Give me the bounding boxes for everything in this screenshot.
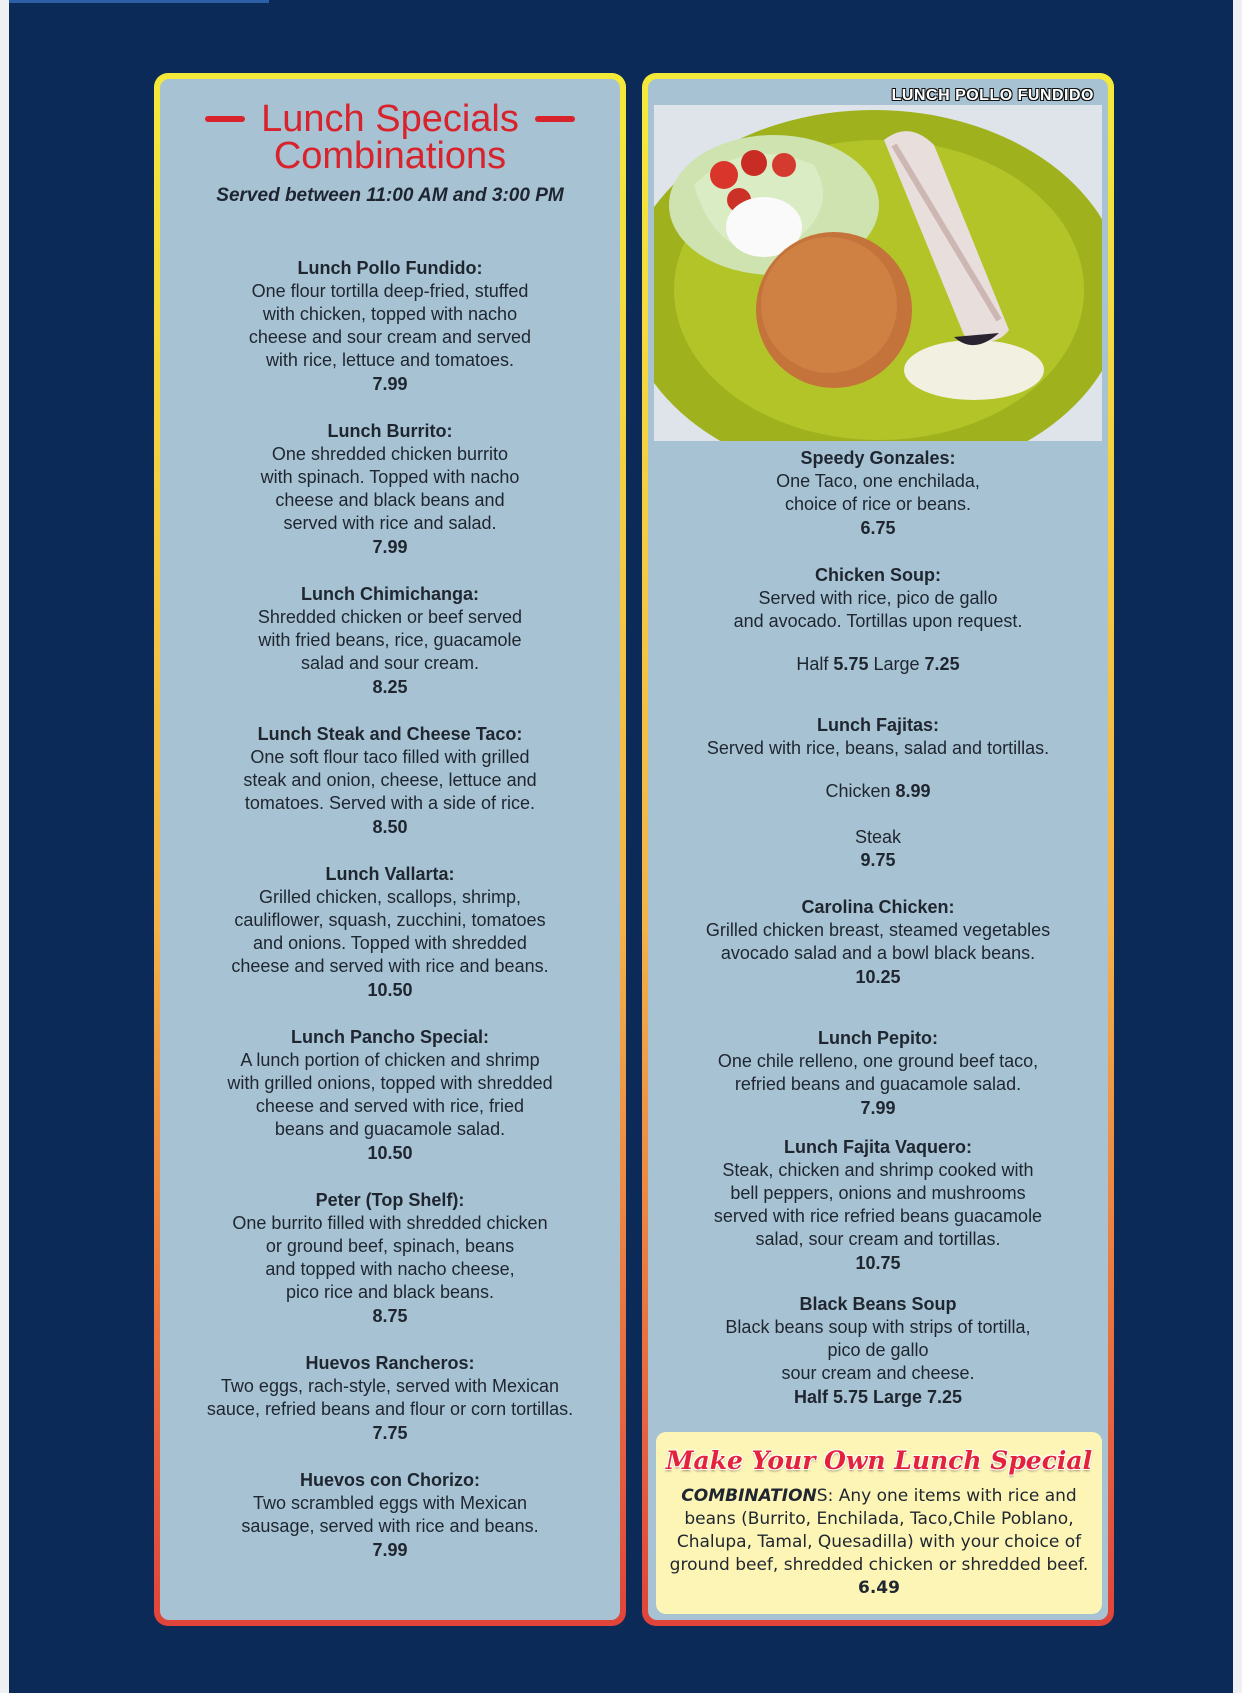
title-dash-left <box>205 116 245 122</box>
item-price: 7.99 <box>372 374 408 394</box>
fajita-steak-row <box>648 803 1108 872</box>
item-name: Huevos Rancheros: <box>305 1353 475 1373</box>
item-name: Speedy Gonzales: <box>800 448 956 468</box>
menu-item <box>160 1189 620 1328</box>
item-description: Steak, chicken and shrimp cooked with bell peppers, onions and mushrooms served with rice refried beans guacamole salad, sour cream and tortillas. <box>713 1160 1043 1249</box>
fajita-chicken-row <box>648 780 1108 803</box>
menu-item-fajita-vaquero <box>648 1136 1108 1275</box>
item-description: Shredded chicken or beef served with fried beans, rice, guacamole salad and sour cream. <box>257 607 523 673</box>
make-your-own-description <box>656 1485 1102 1600</box>
item-name: Black Beans Soup <box>799 1294 957 1314</box>
item-price: Half 5.75 Large 7.25 <box>793 1387 963 1407</box>
item-description: Served with rice, pico de gallo and avocado. Tortillas upon request. <box>733 588 1023 631</box>
item-name: Peter (Top Shelf): <box>315 1190 465 1210</box>
menu-item <box>160 420 620 559</box>
steak-label: Steak <box>854 827 902 847</box>
item-price: 7.99 <box>372 1540 408 1560</box>
item-description: Served with rice, beans, salad and tortillas. <box>706 738 1050 758</box>
item-name: Lunch Pepito: <box>818 1028 938 1048</box>
menu-item <box>160 1026 620 1165</box>
item-name: Lunch Vallarta: <box>325 864 455 884</box>
food-photo <box>654 105 1102 441</box>
item-price: 8.50 <box>372 817 408 837</box>
make-your-own-title: Make Your Own Lunch Special <box>665 1446 1093 1475</box>
item-price: 8.25 <box>372 677 408 697</box>
menu-item <box>160 1469 620 1562</box>
left-item-list <box>160 257 620 1562</box>
item-name: Chicken Soup: <box>814 565 941 585</box>
item-description: One Taco, one enchilada, choice of rice or beans. <box>776 471 980 514</box>
title-line-1 <box>160 98 620 140</box>
item-name: Lunch Fajitas: <box>816 715 939 735</box>
combinations-lead-suffix: S <box>816 1486 828 1506</box>
combinations-lead: COMBINATION <box>681 1486 817 1506</box>
menu-item <box>160 1352 620 1445</box>
item-price: 7.99 <box>372 537 408 557</box>
menu-item <box>160 723 620 839</box>
item-name: Carolina Chicken: <box>801 897 955 917</box>
combinations-text: : Any one items with rice and beans (Burrito, Enchilada, Taco,Chile Poblano, Chalupa, Tamal, Quesadilla) with your choice of ground beef, shredded chicken or shredded beef. <box>669 1486 1089 1575</box>
item-price: 10.50 <box>367 1143 413 1163</box>
right-menu-panel <box>642 73 1114 1626</box>
item-description: Grilled chicken, scallops, shrimp, cauliflower, squash, zucchini, tomatoes and onions. Topped with shredded cheese and served with rice and beans. <box>231 887 549 976</box>
page-left-edge <box>0 0 9 1693</box>
item-description: A lunch portion of chicken and shrimp with grilled onions, topped with shredded cheese and served with rice, fried beans and guacamole salad. <box>227 1050 553 1139</box>
soup-price-row <box>648 653 1108 676</box>
chicken-label: Chicken <box>825 781 891 801</box>
item-description: One shredded chicken burrito with spinach. Topped with nacho cheese and black beans and served with rice and salad. <box>260 444 520 533</box>
item-price: 7.99 <box>860 1098 896 1118</box>
menu-item-lunch-pepito <box>648 1027 1108 1120</box>
combinations-price: 6.49 <box>858 1578 900 1598</box>
item-price: 10.75 <box>855 1253 901 1273</box>
left-menu-panel <box>154 73 626 1626</box>
item-description: Two scrambled eggs with Mexican sausage, served with rice and beans. <box>241 1493 539 1536</box>
left-panel-content <box>160 79 620 1620</box>
item-name: Lunch Fajita Vaquero: <box>783 1137 973 1157</box>
large-price: 7.25 <box>924 654 960 674</box>
steak-price: 9.75 <box>860 850 896 870</box>
item-name: Huevos con Chorizo: <box>299 1470 480 1490</box>
menu-item-black-beans-soup <box>648 1293 1108 1409</box>
right-item-list <box>648 447 1108 1409</box>
make-your-own-box <box>656 1432 1102 1614</box>
menu-item <box>160 863 620 1002</box>
item-name: Lunch Pancho Special: <box>290 1027 490 1047</box>
top-accent-line <box>9 0 269 3</box>
item-description: One soft flour taco filled with grilled steak and onion, cheese, lettuce and tomatoes. Served with a side of rice. <box>243 747 537 813</box>
item-description: Grilled chicken breast, steamed vegetables avocado salad and a bowl black beans. <box>705 920 1051 963</box>
item-description: One burrito filled with shredded chicken or ground beef, spinach, beans and topped with nacho cheese, pico rice and black beans. <box>232 1213 548 1302</box>
item-description: Two eggs, rach-style, served with Mexican sauce, refried beans and flour or corn tortillas. <box>206 1376 574 1419</box>
item-price: 10.25 <box>855 967 901 987</box>
item-name: Lunch Chimichanga: <box>300 584 479 604</box>
plate-illustration <box>654 105 1102 441</box>
item-price: 8.75 <box>372 1306 408 1326</box>
served-hours: Served between 11:00 AM and 3:00 PM <box>216 185 564 206</box>
item-description: Black beans soup with strips of tortilla, pico de gallo sour cream and cheese. <box>725 1317 1031 1383</box>
item-description: One chile relleno, one ground beef taco, refried beans and guacamole salad. <box>717 1051 1039 1094</box>
photo-label: LUNCH POLLO FUNDIDO <box>891 87 1094 104</box>
large-label: Large <box>873 654 920 674</box>
item-price: 7.75 <box>372 1423 408 1443</box>
menu-item-speedy-gonzales <box>648 447 1108 540</box>
half-label: Half <box>796 654 829 674</box>
item-price: 10.50 <box>367 980 413 1000</box>
menu-item-chicken-soup <box>648 564 1108 676</box>
title-line-2: Combinations <box>273 135 507 177</box>
half-price: 5.75 <box>833 654 869 674</box>
item-description: One flour tortilla deep-fried, stuffed with chicken, topped with nacho cheese and sour cream and served with rice, lettuce and tomatoes. <box>248 281 532 370</box>
item-name: Lunch Pollo Fundido: <box>297 258 483 278</box>
page-right-edge <box>1233 0 1242 1693</box>
menu-item <box>160 583 620 699</box>
right-panel-content <box>648 79 1108 1620</box>
chicken-price: 8.99 <box>895 781 931 801</box>
item-name: Lunch Steak and Cheese Taco: <box>257 724 523 744</box>
title-dash-right <box>535 116 575 122</box>
item-price: 6.75 <box>860 518 896 538</box>
menu-title-block <box>160 79 620 207</box>
title-text-1: Lunch Specials <box>261 98 519 140</box>
menu-item <box>160 257 620 396</box>
item-name: Lunch Burrito: <box>327 421 453 441</box>
menu-item-carolina-chicken <box>648 896 1108 989</box>
menu-item-lunch-fajitas <box>648 714 1108 872</box>
